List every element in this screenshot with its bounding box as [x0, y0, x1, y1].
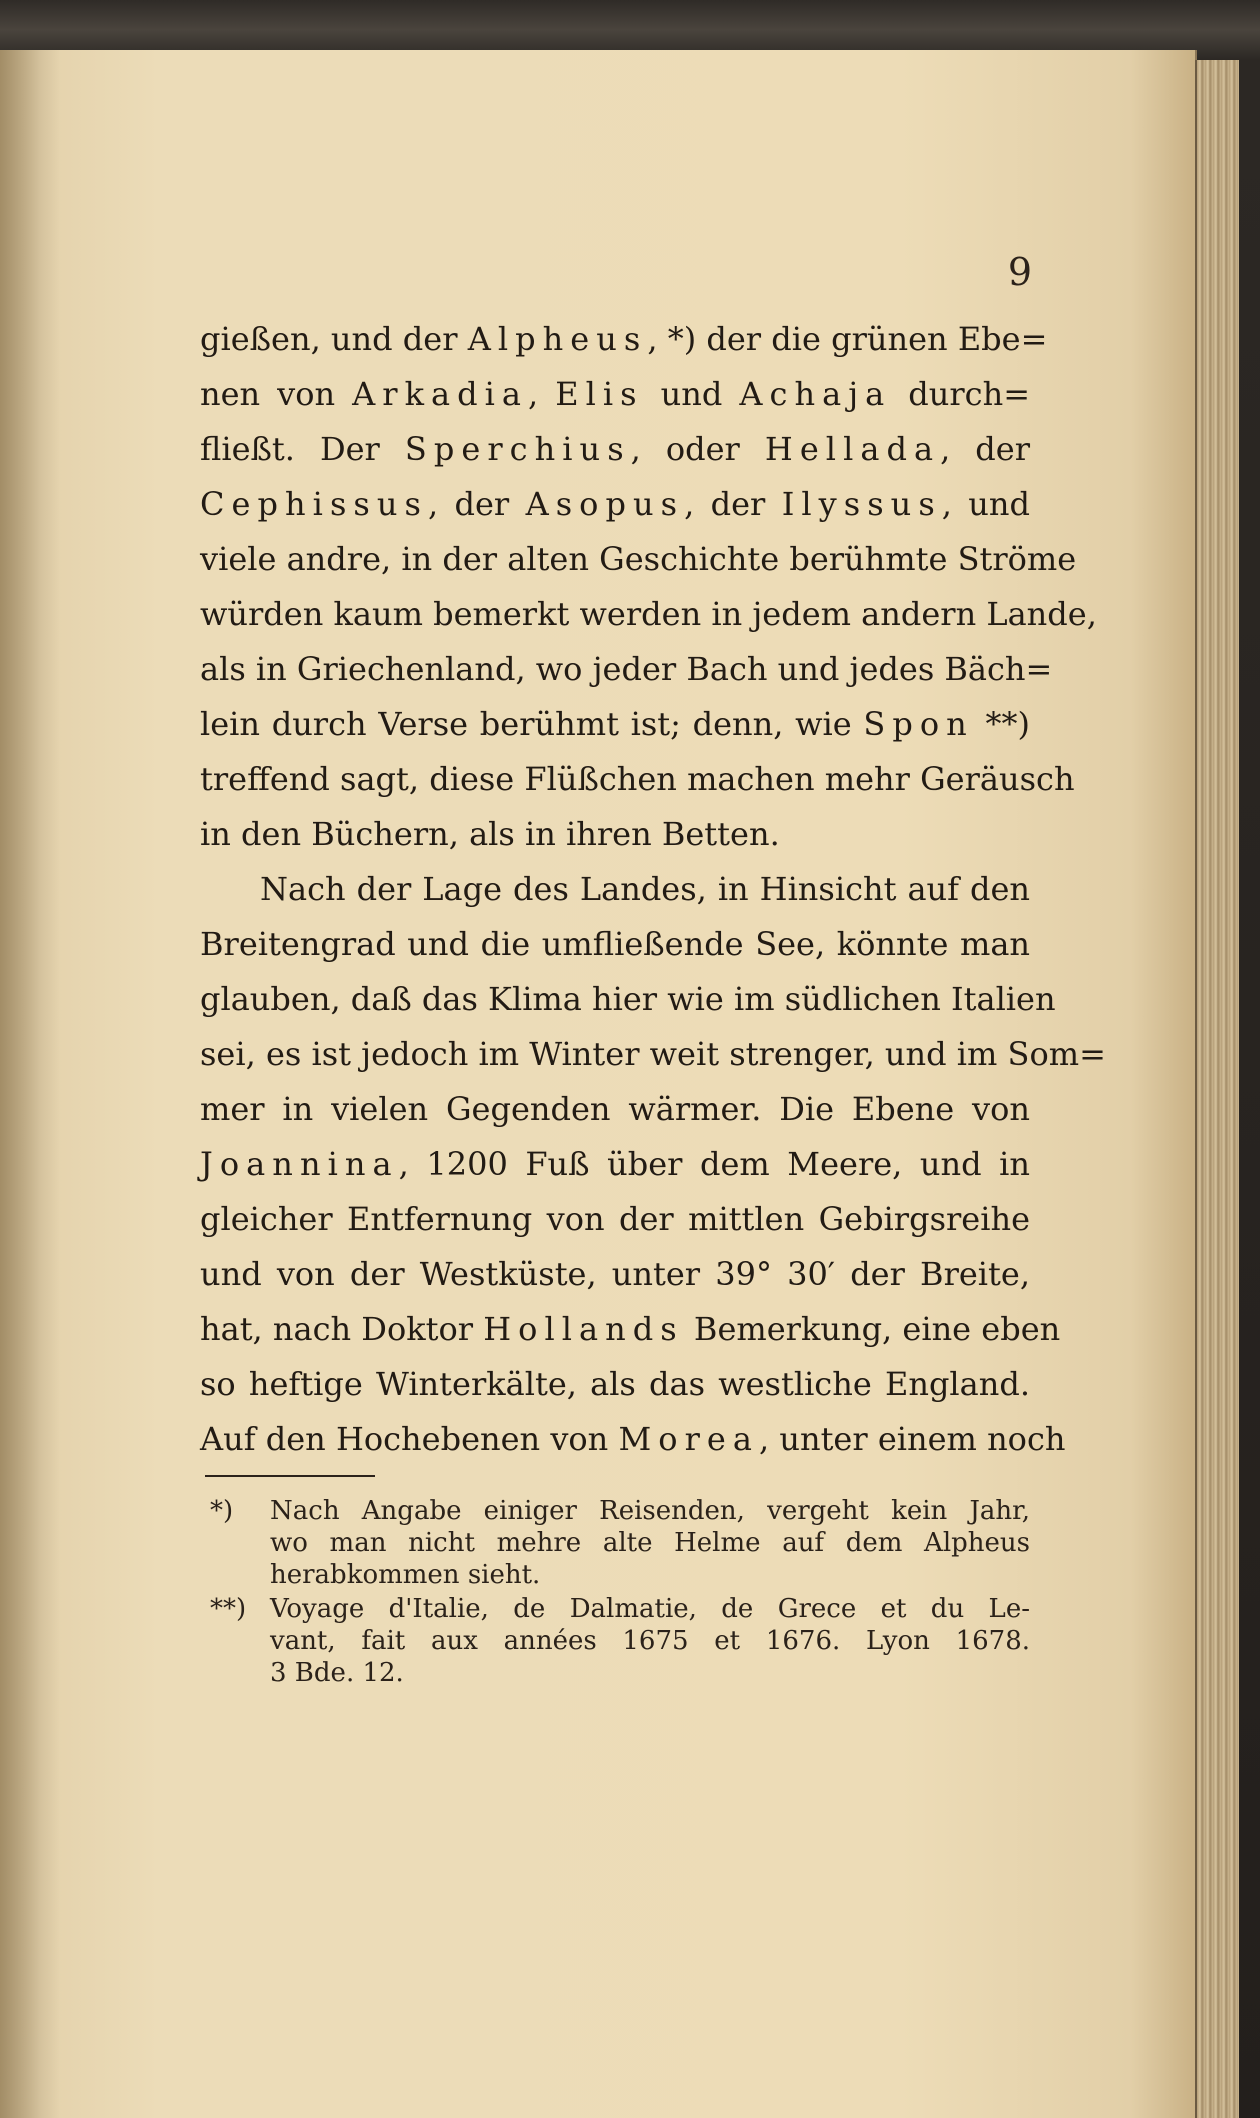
- body-line-21: Auf den Hochebenen von Morea, unter einem noch: [200, 1420, 1066, 1458]
- footnotes: [210, 1495, 1030, 1691]
- footnote-line: herabkommen sieht.: [270, 1560, 541, 1590]
- body-line-19: hat, nach Doktor Hollands Bemerkung, eine eben: [200, 1310, 1061, 1348]
- body-line-7: als in Griechenland, wo jeder Bach und jedes Bäch=: [200, 650, 1053, 688]
- body-line-20: so heftige Winterkälte, als das westliche England.: [200, 1365, 1030, 1403]
- footnote-line: Nach Angabe einiger Reisenden, vergeht kein Jahr,: [270, 1496, 1030, 1526]
- body-line-5: viele andre, in der alten Geschichte berühmte Ströme: [200, 540, 1077, 578]
- footnote-mark: *): [210, 1496, 234, 1526]
- body-line-12: Breitengrad und die umfließende See, könnte man: [200, 925, 1030, 963]
- page-edges: [1195, 60, 1239, 2118]
- footnote-2: [210, 1593, 1030, 1689]
- body-line-9: treffend sagt, diese Flüßchen machen mehr Geräusch: [200, 760, 1075, 798]
- footnote-line: 3 Bde. 12.: [270, 1658, 404, 1688]
- body-line-13: glauben, daß das Klima hier wie im südlichen Italien: [200, 980, 1056, 1018]
- footnote-line: wo man nicht mehre alte Helme auf dem Alpheus: [270, 1528, 1030, 1558]
- body-line-6: würden kaum bemerkt werden in jedem andern Lande,: [200, 595, 1097, 633]
- body-line-11: Nach der Lage des Landes, in Hinsicht auf den: [260, 870, 1030, 908]
- body-line-1: gießen, und der Alpheus, *) der die grünen Ebe=: [200, 320, 1048, 358]
- footnote-1: [210, 1495, 1030, 1591]
- body-line-2: nen von Arkadia, Elis und Achaja durch=: [200, 375, 1031, 413]
- body-line-8: lein durch Verse berühmt ist; denn, wie Spon **): [200, 705, 1031, 743]
- body-line-16: Joannina, 1200 Fuß über dem Meere, und in: [200, 1145, 1030, 1183]
- body-line-18: und von der Westküste, unter 39° 30′ der Breite,: [200, 1255, 1030, 1293]
- body-line-3: fließt. Der Sperchius, oder Hellada, der: [200, 430, 1031, 468]
- footnote-line: Voyage d'Italie, de Dalmatie, de Grece et du Le-: [270, 1594, 1030, 1624]
- body-line-15: mer in vielen Gegenden wärmer. Die Ebene von: [200, 1090, 1030, 1128]
- footnote-divider: [205, 1475, 375, 1477]
- body-line-10: in den Büchern, als in ihren Betten.: [200, 815, 780, 853]
- spine-shadow: [0, 50, 60, 2118]
- footnote-line: vant, fait aux années 1675 et 1676. Lyon 1678.: [270, 1626, 1030, 1656]
- footnote-mark: **): [210, 1594, 247, 1624]
- body-line-14: sei, es ist jedoch im Winter weit strenger, und im Som=: [200, 1035, 1106, 1073]
- page-number: 9: [1007, 250, 1033, 294]
- body-line-17: gleicher Entfernung von der mittlen Gebirgsreihe: [200, 1200, 1030, 1238]
- body-text: [200, 312, 1106, 1467]
- body-line-4: Cephissus, der Asopus, der Ilyssus, und: [200, 485, 1031, 523]
